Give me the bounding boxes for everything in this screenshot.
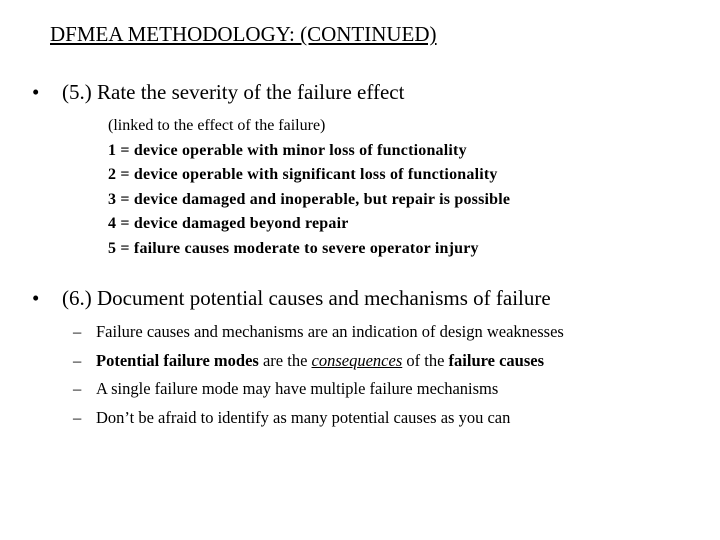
list-item-text: A single failure mode may have multiple failure mechanisms [96, 379, 499, 398]
causes-list [73, 318, 564, 432]
bullet-marker: • [32, 80, 40, 104]
severity-note: (linked to the effect of the failure) [108, 117, 326, 134]
dash-marker: – [73, 407, 82, 427]
dash-marker: – [73, 379, 82, 398]
severity-level: 4 = device damaged beyond repair [108, 215, 349, 232]
emphasis-text: failure causes [448, 350, 545, 370]
severity-level: 1 = device operable with minor loss of functionality [108, 141, 467, 159]
dash-marker: – [73, 350, 82, 370]
list-item [73, 404, 564, 433]
page-title: DFMEA METHODOLOGY: (CONTINUED) [50, 22, 437, 46]
emphasis-text: Potential failure modes [96, 350, 259, 370]
list-item-text: are the [258, 350, 312, 370]
severity-level: 5 = failure causes moderate to severe operator injury [108, 239, 479, 257]
list-item-text: Failure causes and mechanisms are an indication of design weaknesses [96, 322, 564, 341]
list-item [73, 347, 564, 376]
list-item [73, 375, 564, 404]
list-item-text: of the [402, 350, 449, 370]
severity-level: 2 = device operable with significant loss of functionality [108, 166, 498, 183]
bullet-severity [32, 80, 404, 105]
bullet-marker: • [32, 286, 40, 310]
list-item [73, 318, 564, 347]
bullet-causes-text: (6.) Document potential causes and mechanisms of failure [62, 286, 551, 310]
emphasis-text: consequences [311, 350, 403, 370]
bullet-causes [32, 286, 551, 311]
bullet-severity-text: (5.) Rate the severity of the failure effect [62, 80, 405, 104]
list-item-text: Don’t be afraid to identify as many potential causes as you can [96, 407, 511, 427]
severity-scale [108, 114, 510, 261]
dash-marker: – [73, 322, 82, 341]
severity-level: 3 = device damaged and inoperable, but repair is possible [108, 190, 511, 208]
